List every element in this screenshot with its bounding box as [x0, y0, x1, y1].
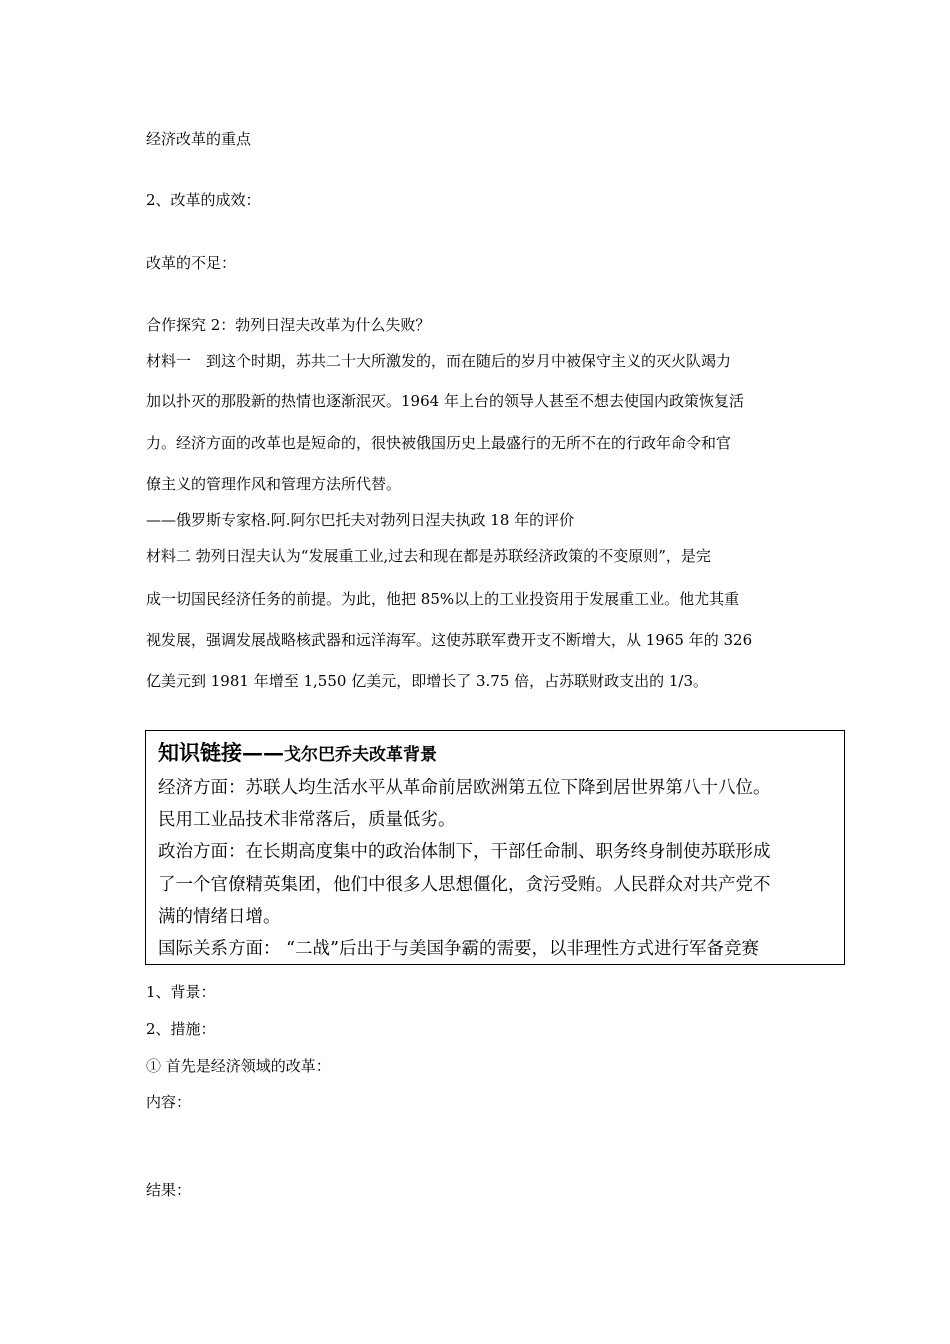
- text-line: 1、背景：: [146, 983, 216, 1001]
- knowledge-line: 了一个官僚精英集团，他们中很多人思想僵化，贪污受贿。人民群众对共产党不: [158, 875, 771, 895]
- material-line: 视发展，强调发展战略核武器和远洋海军。这使苏联军费开支不断增大，从 1965 年的 326: [146, 631, 753, 649]
- knowledge-line: 满的情绪日增。: [158, 907, 281, 927]
- material-line: 力。经济方面的改革也是短命的，很快被俄国历史上最盛行的无所不在的行政年命令和官: [146, 434, 732, 452]
- text-line: 结果：: [146, 1181, 192, 1199]
- knowledge-title-sub: 戈尔巴乔夫改革背景: [284, 745, 437, 765]
- material-line: 加以扑灭的那股新的热情也逐渐泯灭。1964 年上台的领导人甚至不想去使国内政策恢复活: [146, 392, 744, 410]
- knowledge-link-box: [145, 730, 845, 965]
- text-line: 改革的不足：: [146, 254, 237, 272]
- text-line: 内容：: [146, 1093, 192, 1111]
- knowledge-line: 国际关系方面： “二战”后出于与美国争霸的需要，以非理性方式进行军备竞赛: [158, 939, 759, 959]
- knowledge-box-title: [158, 737, 437, 767]
- material-line: 僚主义的管理作风和管理方法所代替。: [146, 475, 402, 493]
- material-line: 材料二 勃列日涅夫认为“发展重工业,过去和现在都是苏联经济政策的不变原则”，是完: [146, 547, 711, 565]
- knowledge-title-main: 知识链接——: [158, 740, 284, 765]
- knowledge-line: 民用工业品技术非常落后，质量低劣。: [158, 810, 456, 830]
- text-line: 2、措施：: [146, 1020, 216, 1038]
- knowledge-line: 政治方面：在长期高度集中的政治体制下，干部任命制、职务终身制使苏联形成: [158, 842, 771, 862]
- material-line: 材料一 到这个时期，苏共二十大所激发的，而在随后的岁月中被保守主义的灭火队竭力: [146, 352, 732, 370]
- material-source: ——俄罗斯专家格.阿.阿尔巴托夫对勃列日涅夫执政 18 年的评价: [146, 511, 575, 529]
- knowledge-line: 经济方面：苏联人均生活水平从革命前居欧洲第五位下降到居世界第八十八位。: [158, 778, 771, 798]
- text-line: 2、改革的成效：: [146, 191, 261, 209]
- material-line: 亿美元到 1981 年增至 1,550 亿美元，即增长了 3.75 倍，占苏联财政支出的 1/3。: [146, 672, 709, 690]
- section-heading: 合作探究 2：勃列日涅夫改革为什么失败？: [146, 316, 431, 334]
- text-line: ① 首先是经济领域的改革：: [146, 1057, 331, 1075]
- material-line: 成一切国民经济任务的前提。为此，他把 85%以上的工业投资用于发展重工业。他尤其重: [146, 590, 740, 608]
- text-line: 经济改革的重点: [146, 130, 252, 148]
